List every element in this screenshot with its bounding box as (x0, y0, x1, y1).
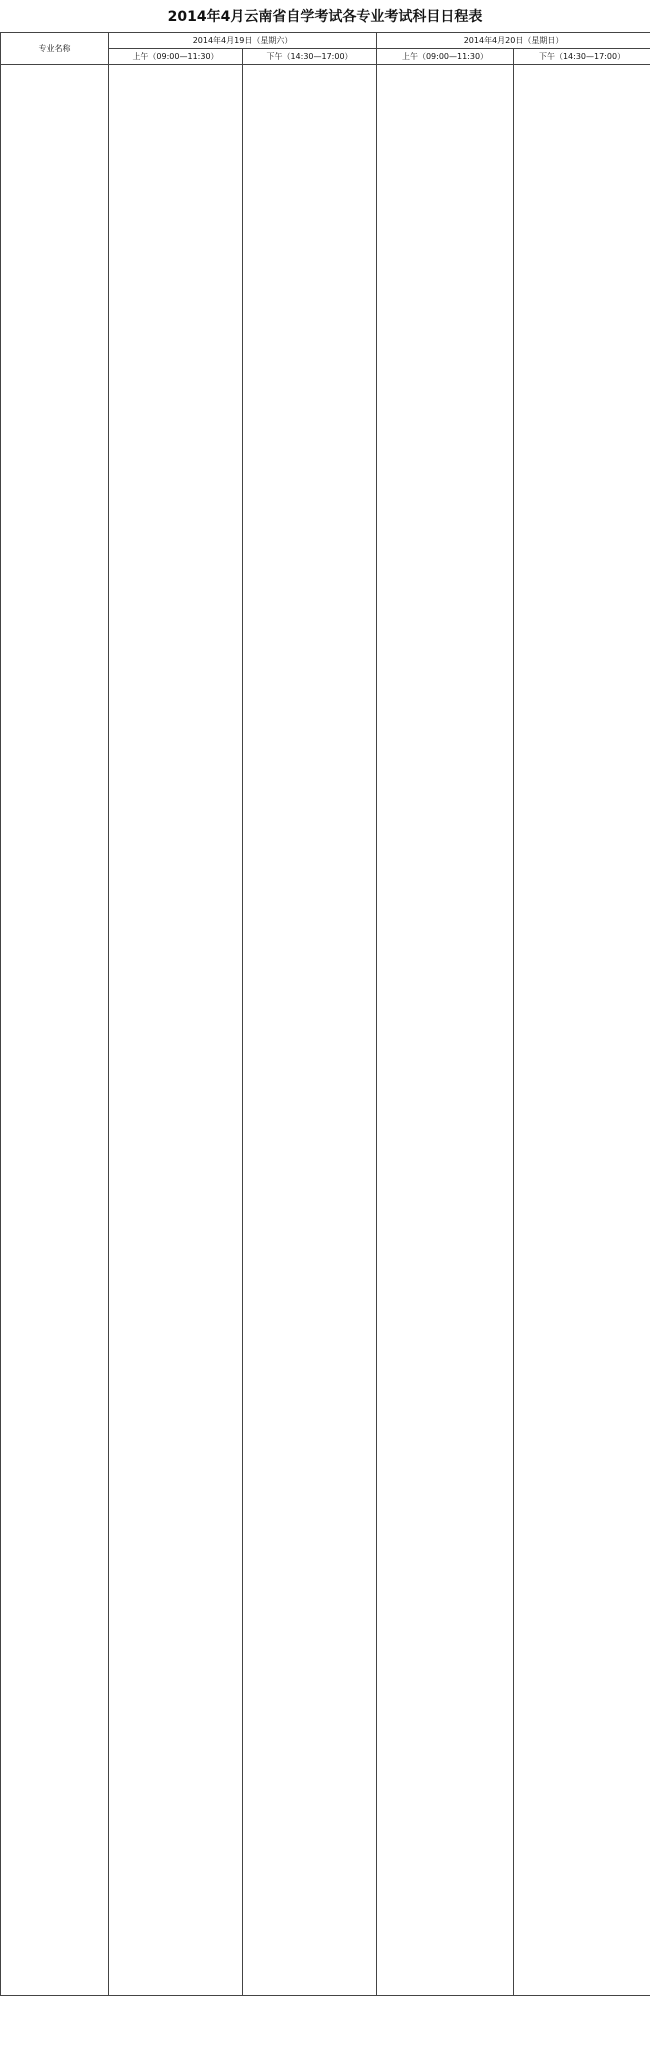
schedule-body-col-day1-am (109, 65, 243, 1996)
header-major: 专业名称 (1, 33, 109, 65)
page-title: 2014年4月云南省自学考试各专业考试科目日程表 (167, 9, 483, 25)
header-day2-pm: 下午（14:30—17:00） (514, 49, 650, 65)
header-day1-am: 上午（09:00—11:30） (109, 49, 243, 65)
schedule-body-col-day2-am (377, 65, 514, 1996)
schedule-table (0, 32, 650, 1996)
schedule-body-col-day2-pm (514, 65, 650, 1996)
header-day1-pm: 下午（14:30—17:00） (243, 49, 377, 65)
schedule-body-col-major (1, 65, 109, 1996)
header-day1: 2014年4月19日（星期六） (109, 33, 377, 49)
header-day2-am: 上午（09:00—11:30） (377, 49, 514, 65)
schedule-body-col-day1-pm (243, 65, 377, 1996)
header-day2: 2014年4月20日（星期日） (377, 33, 650, 49)
